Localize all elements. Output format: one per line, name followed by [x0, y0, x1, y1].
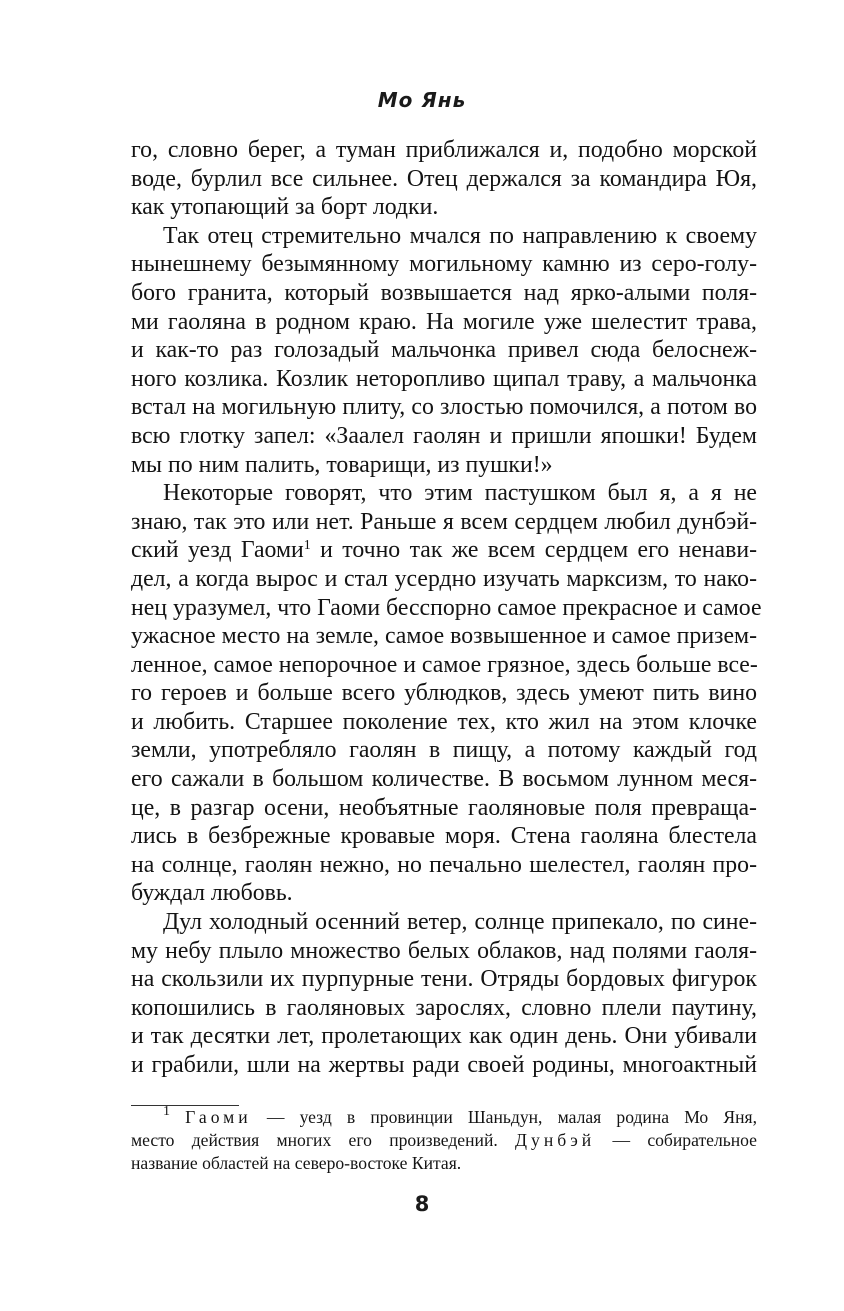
text-line: го, словно берег, а туман приближался и, подобно морской — [131, 137, 757, 163]
text-line: земли, употребляло гаолян в пищу, а потому каждый год — [131, 737, 757, 764]
text-line: го героев и больше всего ублюдков, здесь умеют пить вино — [131, 680, 757, 707]
text-line: бого гранита, который возвышается над ярко-алыми поля- — [131, 279, 757, 306]
text-line: ленное, самое непорочное и самое грязное, здесь больше все- — [131, 651, 758, 678]
text-line: его сажали в большом количестве. В восьмом лунном меся- — [131, 766, 757, 793]
text-line: и так десятки лет, пролетающих как один день. Они убивали — [131, 1023, 757, 1050]
text-line: и любить. Старшее поколение тех, кто жил на этом клочке — [131, 708, 757, 735]
footnote-line: место действия многих его произведений. Дунбэй — собирательное — [131, 1130, 757, 1150]
text-line: буждал любовь. — [131, 880, 293, 907]
text-line: и грабили, шли на жертвы ради своей родины, многоактный — [131, 1052, 757, 1078]
footnotes — [131, 1106, 757, 1175]
text-line: ужасное место на земле, самое возвышенное и самое призем- — [131, 623, 757, 650]
text-line: встал на могильную плиту, со злостью помочился, а потом во — [131, 394, 757, 421]
text-line: на солнце, гаолян нежно, но печально шелестел, гаолян про- — [131, 851, 757, 878]
footnote-term: Дунбэй — [515, 1130, 596, 1150]
text-line: и как-то раз голозадый мальчонка привел сюда белоснеж- — [131, 337, 757, 364]
body-text — [131, 136, 762, 1080]
footnote-reference: 1 — [303, 538, 311, 554]
text-line: нец уразумел, что Гаоми бесспорно самое прекрасное и самое — [131, 594, 762, 621]
text-line: нынешнему безымянному могильному камню из серо-голу- — [131, 251, 757, 278]
text-line: всю глотку запел: «Заалел гаолян и пришли япошки! Будем — [131, 422, 757, 449]
footnote-line: название областей на северо-востоке Китая. — [131, 1153, 462, 1173]
text-line: му небу плыло множество белых облаков, над полями гаоля- — [131, 937, 757, 964]
page-number: 8 — [414, 1192, 430, 1216]
text-line: ного козлика. Козлик неторопливо щипал траву, а мальчонка — [131, 365, 757, 392]
running-head: Мо Янь — [377, 88, 467, 112]
text-line: как утопающий за борт лодки. — [131, 194, 439, 221]
text-line: ми гаоляна в родном краю. На могиле уже шелестит трава, — [131, 308, 757, 335]
footnote-term: Гаоми — [185, 1107, 252, 1127]
text-line: дел, а когда вырос и стал усердно изучать марксизм, то нако- — [131, 565, 757, 592]
footnote-line: $^1$ Гаоми — уезд в провинции Шаньдун, малая родина Мо Яня, — [163, 1104, 758, 1127]
text-line: копошились в гаоляновых зарослях, словно плели паутину, — [131, 994, 757, 1021]
text-line: лись в безбрежные кровавые моря. Стена гаоляна блестела — [131, 823, 757, 850]
text-line: ский уезд Гаоми$^1$ и точно так же всем сердцем его ненави- — [131, 537, 757, 564]
text-line: Дул холодный осенний ветер, солнце припекало, по сине- — [163, 909, 757, 936]
text-line: мы по ним палить, товарищи, из пушки!» — [131, 451, 553, 478]
text-line: це, в разгар осени, необъятные гаоляновые поля превраща- — [131, 794, 757, 821]
text-line: Некоторые говорят, что этим пастушком был я, а я не — [163, 480, 757, 507]
text-line: знаю, так это или нет. Раньше я всем сердцем любил дунбэй- — [131, 508, 757, 535]
text-line: воде, бурлил все сильнее. Отец держался за командира Юя, — [131, 165, 757, 192]
footnote-marker: 1 — [163, 1104, 170, 1119]
text-line: на скользили их пурпурные тени. Отряды бордовых фигурок — [131, 966, 757, 993]
text-line: Так отец стремительно мчался по направлению к своему — [163, 222, 757, 249]
